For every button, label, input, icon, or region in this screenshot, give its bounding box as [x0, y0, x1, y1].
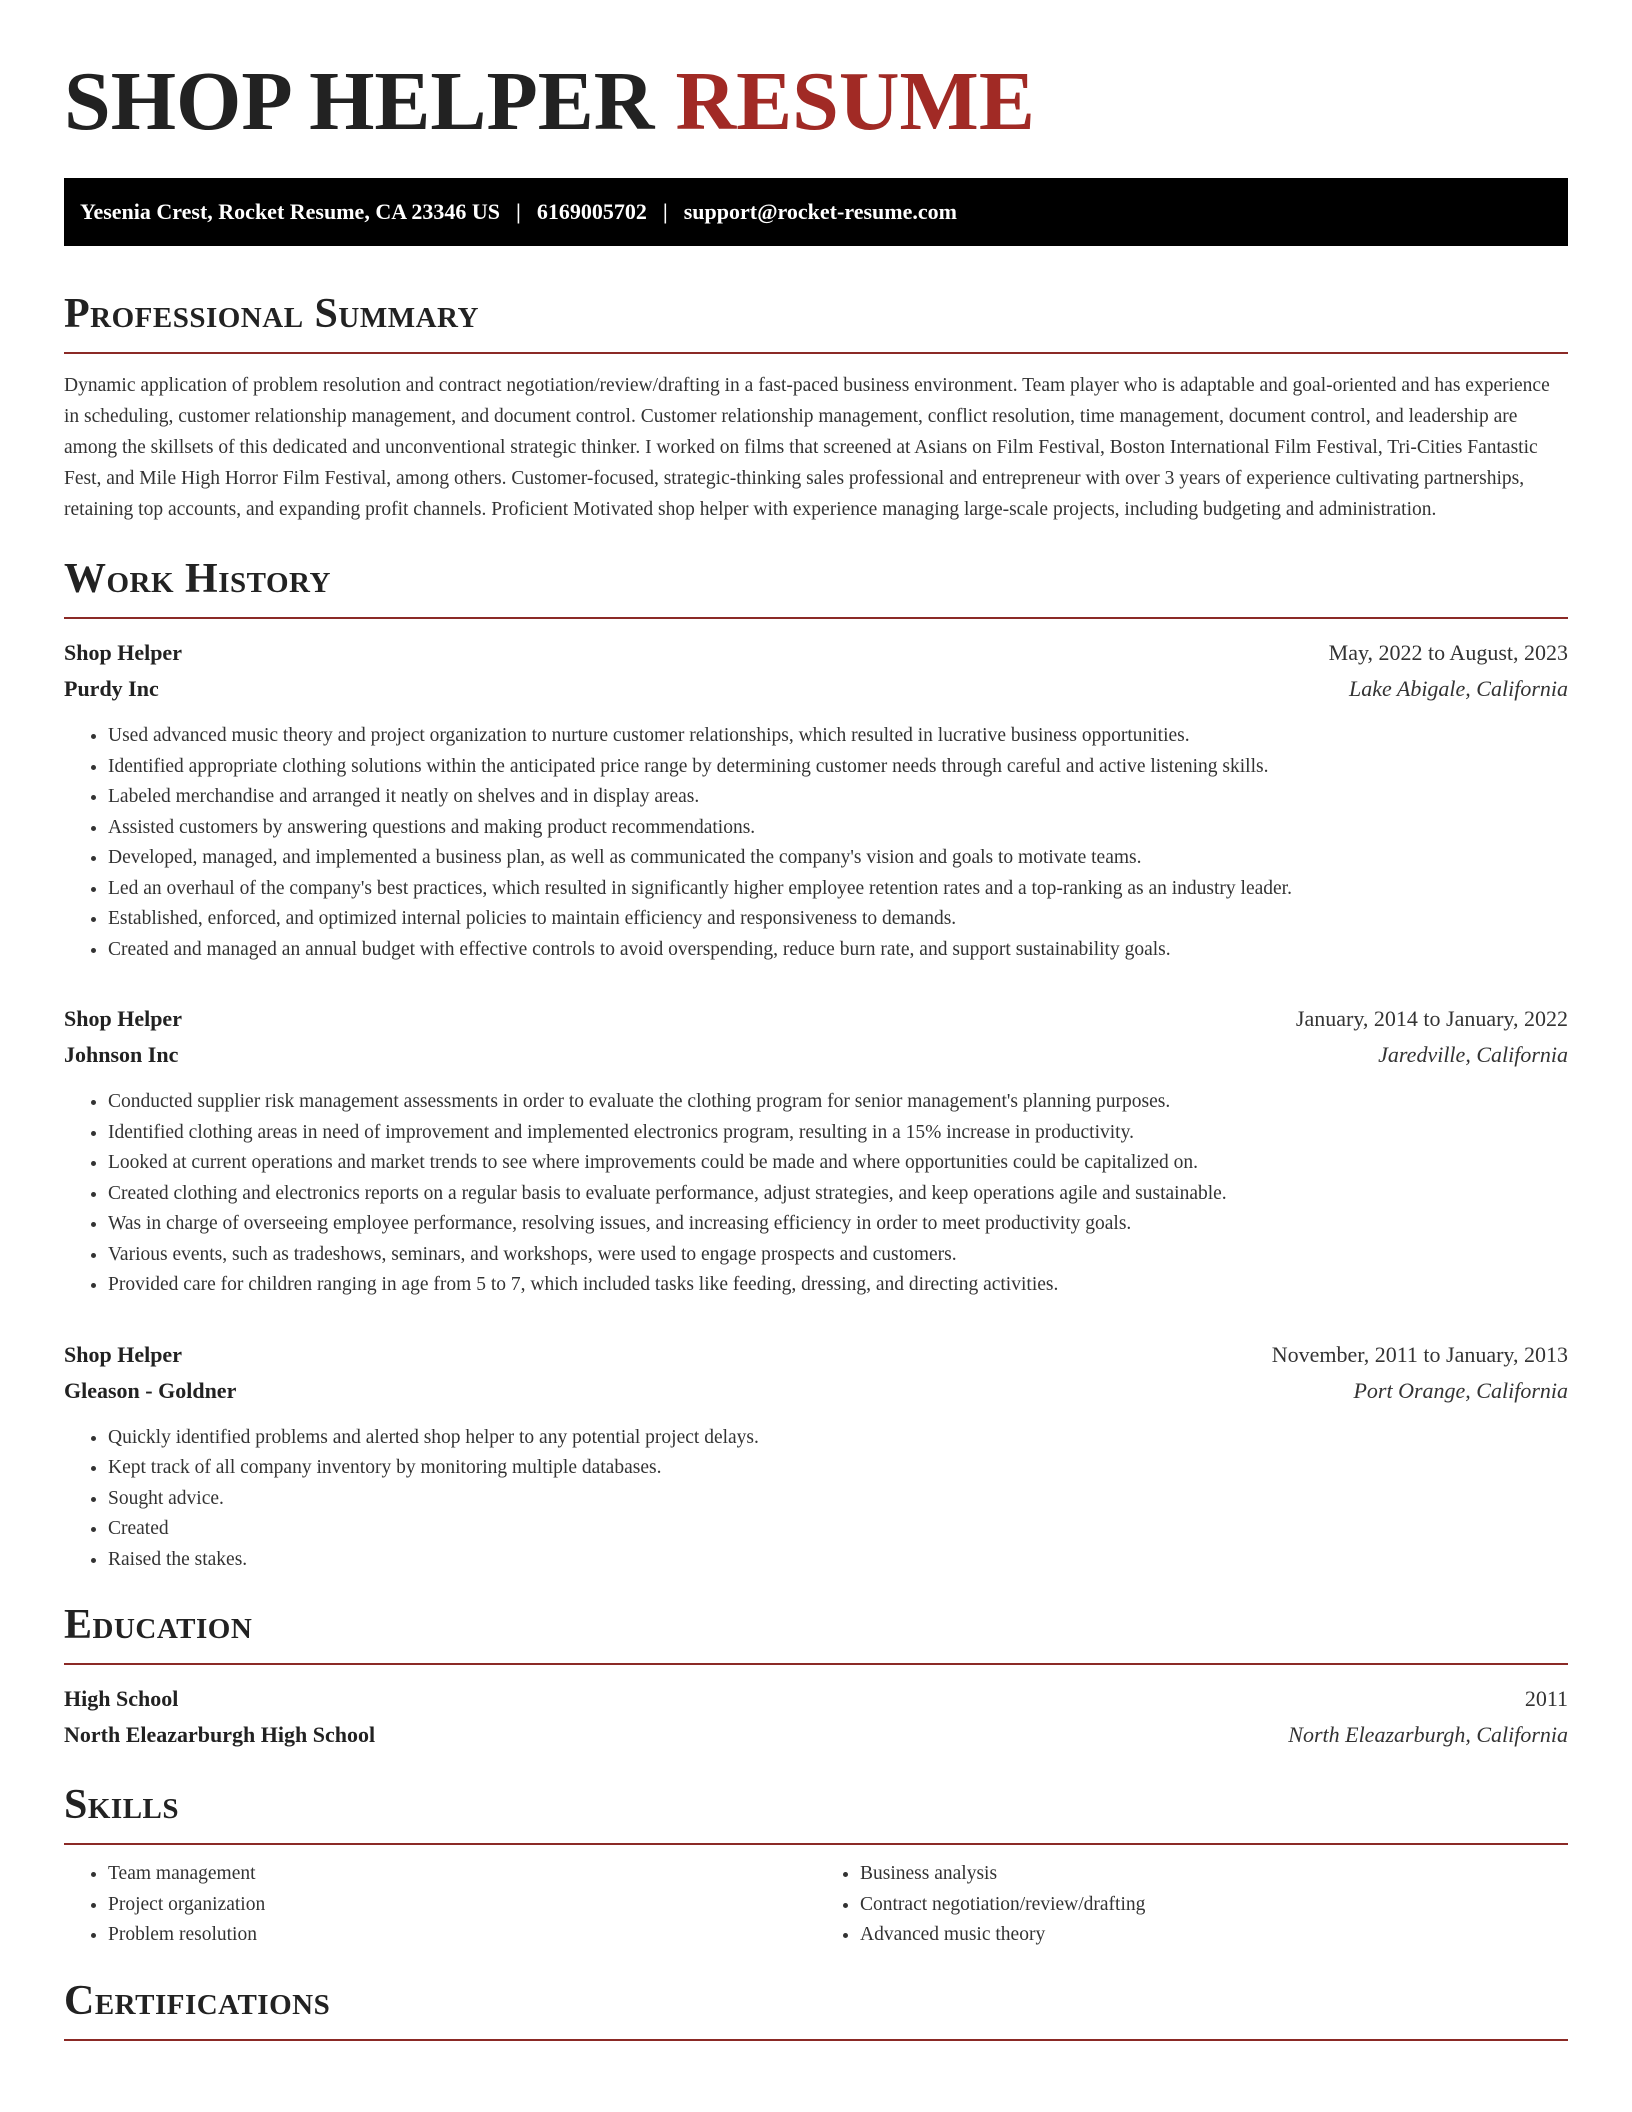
job-bullet-list	[64, 1423, 1568, 1576]
education-header-row	[64, 1681, 1568, 1717]
job-bullet-list	[64, 1087, 1568, 1301]
title-main: SHOP HELPER	[64, 55, 655, 148]
education-entry	[64, 1681, 1568, 1753]
education-school-row	[64, 1717, 1568, 1753]
resume-title	[64, 56, 1568, 148]
education-year: 2011	[1524, 1686, 1568, 1711]
job-company-row	[64, 1373, 1568, 1409]
job-location: Jaredville, California	[1378, 1042, 1568, 1067]
list-item: • Quickly identified problems and alerted shop helper to any potential project delays.	[108, 1423, 1568, 1454]
skill-item: • Team management	[108, 1859, 816, 1890]
contact-bar	[64, 178, 1568, 246]
list-item: • Sought advice.	[108, 1484, 1568, 1515]
list-item: • Kept track of all company inventory by monitoring multiple databases.	[108, 1453, 1568, 1484]
job-dates: November, 2011 to January, 2013	[1271, 1341, 1568, 1367]
skill-item: • Project organization	[108, 1890, 816, 1921]
job-company: Gleason - Goldner	[64, 1377, 237, 1403]
list-item: • Created and managed an annual budget with effective controls to avoid overspending, reduce burn rate, and support sustainability goals.	[108, 935, 1568, 966]
list-item: • Identified appropriate clothing solutions within the anticipated price range by determining customer needs through careful and active listening skills.	[108, 752, 1568, 783]
skill-item: • Contract negotiation/review/drafting	[860, 1890, 1568, 1921]
contact-separator: |	[516, 199, 521, 224]
section-heading-summary: Professional Summary	[64, 291, 479, 337]
education-section	[64, 1601, 1568, 1753]
job-bullet-list	[64, 721, 1568, 965]
section-heading-skills: Skills	[64, 1782, 180, 1828]
job-company-row	[64, 671, 1568, 707]
title-accent: RESUME	[675, 55, 1035, 148]
list-item: • Various events, such as tradeshows, seminars, and workshops, were used to engage prospects and customers.	[108, 1240, 1568, 1271]
job-company: Johnson Inc	[64, 1042, 179, 1067]
list-item: • Established, enforced, and optimized internal policies to maintain efficiency and responsiveness to demands.	[108, 904, 1568, 935]
education-degree: High School	[64, 1686, 179, 1711]
job-dates: January, 2014 to January, 2022	[1295, 1006, 1568, 1031]
certifications-section	[64, 1977, 1568, 2041]
section-heading-certifications: Certifications	[64, 1977, 331, 2024]
education-school: North Eleazarburgh High School	[64, 1722, 376, 1747]
list-item: • Created clothing and electronics reports on a regular basis to evaluate performance, adjust strategies, and keep operations agile and sustainable.	[108, 1179, 1568, 1210]
work-history-section	[64, 555, 1568, 1575]
list-item: • Created	[108, 1514, 1568, 1545]
list-item: • Developed, managed, and implemented a business plan, as well as communicated the company's vision and goals to motivate teams.	[108, 843, 1568, 874]
job-title: Shop Helper	[64, 1341, 182, 1367]
list-item: • Conducted supplier risk management assessments in order to evaluate the clothing program for senior management's planning purposes.	[108, 1087, 1568, 1118]
list-item: • Assisted customers by answering questions and making product recommendations.	[108, 813, 1568, 844]
job-header-row	[64, 635, 1568, 671]
job-entry	[64, 1001, 1568, 1301]
list-item: • Looked at current operations and market trends to see where improvements could be made and where opportunities could be capitalized on.	[108, 1148, 1568, 1179]
list-item: • Used advanced music theory and project organization to nurture customer relationships, which resulted in lucrative business opportunities.	[108, 721, 1568, 752]
job-title: Shop Helper	[64, 640, 182, 665]
job-entry	[64, 1337, 1568, 1576]
section-divider	[64, 1843, 1568, 1845]
summary-paragraph: Dynamic application of problem resolution and contract negotiation/review/drafting in a fast-paced business environment. Team player who is adaptable and goal-oriented and has experience in scheduling, customer relationship management, and document control. Customer relationship management, conflict resolution, time management, document control, and leadership are among the skillsets of this dedicated and unconventional strategic thinker. I worked on films that screened at Asians on Film Festival, Boston International Film Festival, Tri-Cities Fantastic Fest, and Mile High Horror Film Festival, among others. Customer-focused, strategic-thinking sales professional and entrepreneur with over 3 years of experience cultivating partnerships, retaining top accounts, and expanding profit channels. Proficient Motivated shop helper with experience managing large-scale projects, including budgeting and administration.	[64, 375, 1550, 520]
contact-email[interactable]: support@rocket-resume.com	[683, 199, 957, 224]
list-item: • Was in charge of overseeing employee performance, resolving issues, and increasing efficiency in order to meet productivity goals.	[108, 1209, 1568, 1240]
job-location: Lake Abigale, California	[1349, 676, 1568, 701]
job-dates: May, 2022 to August, 2023	[1328, 640, 1568, 665]
skill-item: • Advanced music theory	[860, 1920, 1568, 1951]
list-item: • Identified clothing areas in need of improvement and implemented electronics program, resulting in a 15% increase in productivity.	[108, 1118, 1568, 1149]
skills-list-right	[816, 1859, 1568, 1951]
contact-address: Yesenia Crest, Rocket Resume, CA 23346 US	[80, 199, 500, 224]
section-heading-work-history: Work History	[64, 556, 331, 602]
section-divider	[64, 2039, 1568, 2041]
job-company-row	[64, 1037, 1568, 1073]
contact-phone: 6169005702	[536, 199, 647, 224]
section-divider	[64, 1663, 1568, 1665]
list-item: • Led an overhaul of the company's best practices, which resulted in significantly higher employee retention rates and a top-ranking as an industry leader.	[108, 874, 1568, 905]
job-location: Port Orange, California	[1353, 1377, 1568, 1403]
section-divider	[64, 617, 1568, 619]
job-company: Purdy Inc	[64, 676, 159, 701]
job-entry	[64, 635, 1568, 965]
summary-section	[64, 290, 1568, 525]
list-item: • Provided care for children ranging in age from 5 to 7, which included tasks like feeding, dressing, and directing activities.	[108, 1270, 1568, 1301]
skills-section	[64, 1781, 1568, 1951]
list-item: • Labeled merchandise and arranged it neatly on shelves and in display areas.	[108, 782, 1568, 813]
skill-item: • Problem resolution	[108, 1920, 816, 1951]
skills-list-left	[64, 1859, 816, 1951]
contact-separator: |	[662, 199, 668, 224]
section-divider	[64, 352, 1568, 354]
education-location: North Eleazarburgh, California	[1288, 1722, 1568, 1747]
job-title: Shop Helper	[64, 1006, 182, 1031]
job-header-row	[64, 1337, 1568, 1373]
skill-item: • Business analysis	[860, 1859, 1568, 1890]
list-item: • Raised the stakes.	[108, 1545, 1568, 1576]
skills-grid	[64, 1859, 1568, 1951]
job-header-row	[64, 1001, 1568, 1037]
section-heading-education: Education	[64, 1602, 253, 1648]
